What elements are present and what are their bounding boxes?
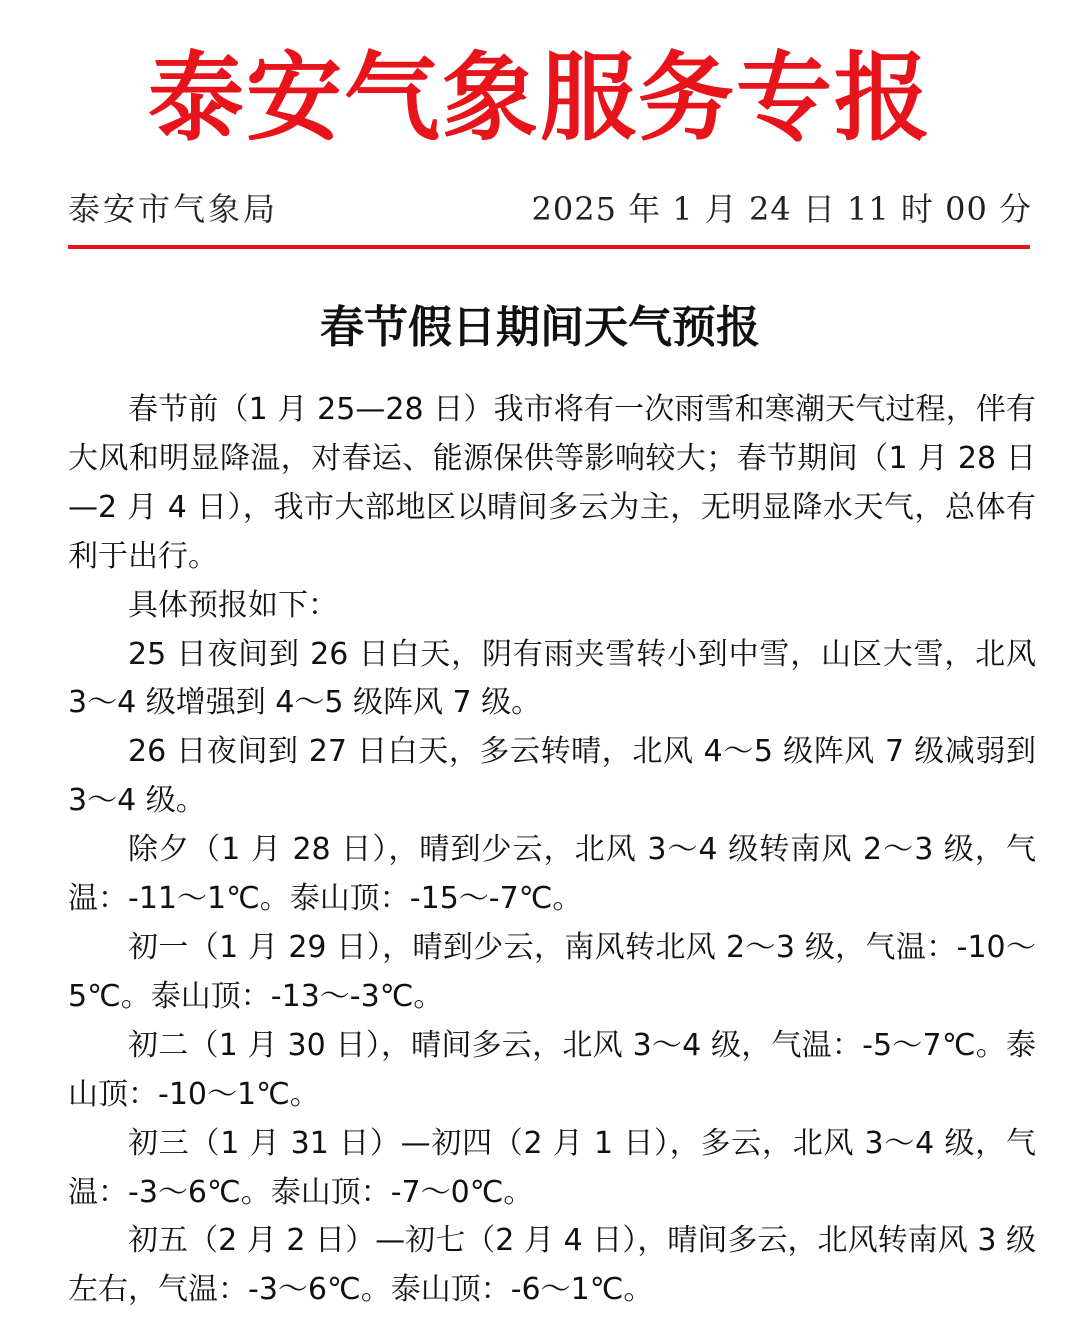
paragraph-intro: 具体预报如下：: [128, 587, 338, 623]
paragraph-forecast-chuxi: 除夕（1 月 28 日），晴到少云，北风 3～4 级转南风 2～3 级，气温：-11～1℃。泰山顶：-15～-7℃。: [68, 832, 1036, 917]
paragraph-overview: 春节前（1 月 25—28 日）我市将有一次雨雪和寒潮天气过程，伴有大风和明显降温，对春运、能源保供等影响较大；春节期间（1 月 28 日—2 月 4 日），我市大部地区以晴间多云为主，无明显降水天气，总体有利于出行。: [68, 392, 1036, 574]
paragraph-forecast-chuyi: 初一（1 月 29 日），晴到少云，南风转北风 2～3 级，气温：-10～5℃。泰山顶：-13～-3℃。: [68, 929, 1036, 1014]
paragraph-forecast-26-27: 26 日夜间到 27 日白天，多云转晴，北风 4～5 级阵风 7 级减弱到 3～4 级。: [68, 734, 1036, 819]
header-divider: [68, 245, 1030, 249]
issuer-name: 泰安市气象局: [68, 190, 279, 228]
paragraph-forecast-chuer: 初二（1 月 30 日），晴间多云，北风 3～4 级，气温：-5～7℃。泰山顶：-10～1℃。: [68, 1027, 1036, 1112]
issue-time: 2025 年 1 月 24 日 11 时 00 分: [531, 190, 1032, 228]
paragraph-forecast-chuwu-chuqi: 初五（2 月 2 日）—初七（2 月 4 日），晴间多云，北风转南风 3 级左右，气温：-3～6℃。泰山顶：-6～1℃。: [68, 1223, 1036, 1308]
issue-info-row: [68, 186, 1032, 232]
paragraph-forecast-25-26: 25 日夜间到 26 日白天，阴有雨夹雪转小到中雪，山区大雪，北风 3～4 级增强到 4～5 级阵风 7 级。: [68, 636, 1036, 721]
document-body: [68, 386, 1036, 1315]
masthead-title: 泰安气象服务专报: [148, 41, 932, 154]
document-title: 春节假日期间天气预报: [320, 302, 760, 353]
paragraph-forecast-chusan-chusi: 初三（1 月 31 日）—初四（2 月 1 日），多云，北风 3～4 级，气温：-3～6℃。泰山顶：-7～0℃。: [68, 1125, 1036, 1210]
